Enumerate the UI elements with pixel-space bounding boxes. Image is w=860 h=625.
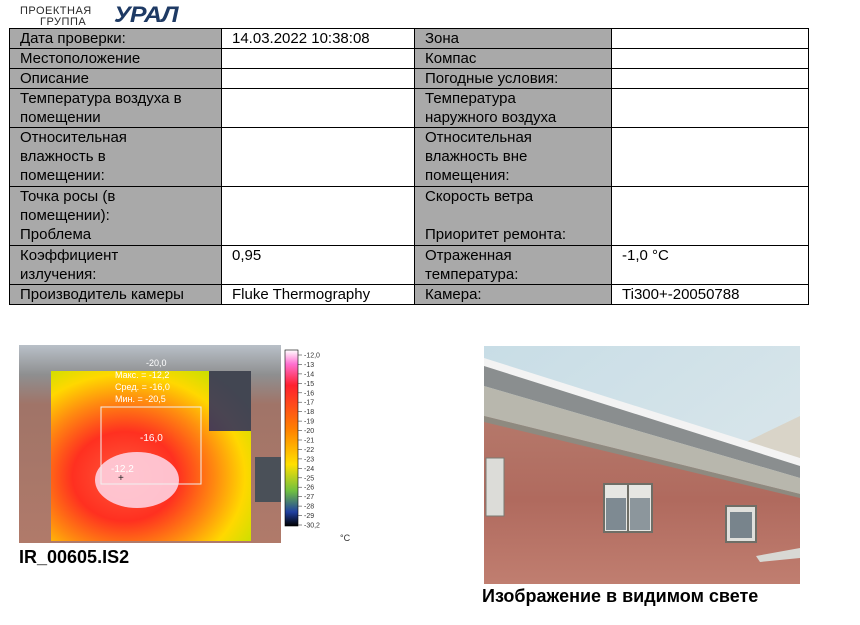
table-row — [10, 187, 809, 246]
dewpoint-label-line: Точка росы (в — [20, 188, 116, 205]
scale-tick-label: -25 — [304, 475, 315, 483]
camera-value: Ti300+-20050788 — [612, 285, 809, 305]
indoor-humidity-value — [222, 128, 415, 187]
scale-tick-label: -26 — [304, 484, 315, 492]
table-row — [10, 285, 809, 305]
window-edge — [255, 457, 281, 502]
table-row — [10, 69, 809, 89]
ir-reading: Сред. = -16,0 — [115, 382, 170, 392]
window-glass — [606, 498, 626, 530]
outdoor-humidity-label-line: Относительная — [425, 129, 532, 146]
camera-maker-value: Fluke Thermography — [222, 285, 415, 305]
window-glass — [730, 512, 752, 538]
center-reading: -16,0 — [140, 433, 163, 444]
dewpoint-label — [10, 187, 222, 246]
scale-tick-label: -12,0 — [304, 352, 320, 360]
date-value: 14.03.2022 10:38:08 — [222, 29, 415, 49]
scale-tick-label: -30,2 — [304, 522, 320, 530]
emissivity-label-line: излучения: — [20, 266, 97, 283]
description-value — [222, 69, 415, 89]
scale-tick-label: -21 — [304, 437, 315, 445]
weather-label: Погодные условия: — [415, 69, 612, 89]
table-row — [10, 246, 809, 285]
indoor-humidity-label-line: влажность в — [20, 148, 106, 165]
ir-reading: Макс. = -12,2 — [115, 370, 170, 380]
outdoor-humidity-label — [415, 128, 612, 187]
table-row — [10, 49, 809, 69]
wind-label: Скорость ветра — [425, 188, 534, 205]
scale-ticks — [298, 353, 320, 530]
thermal-image — [19, 345, 409, 545]
indoor-temp-label-line: помещении — [20, 109, 101, 126]
window-glass — [630, 498, 650, 530]
logo-wordmark: УРАЛ — [114, 2, 178, 28]
hot-spot — [95, 452, 179, 508]
outdoor-temp-label-line: Температура — [425, 90, 516, 107]
color-scale-bar — [285, 350, 298, 526]
scale-tick-label: -16 — [304, 390, 315, 398]
emissivity-value: 0,95 — [222, 246, 415, 285]
scale-tick-label: -27 — [304, 494, 315, 502]
compass-label: Компас — [415, 49, 612, 69]
reflected-value: -1,0 °C — [612, 246, 809, 285]
location-label: Местоположение — [10, 49, 222, 69]
compass-value — [612, 49, 809, 69]
scale-tick-label: -24 — [304, 465, 315, 473]
scale-tick-label: -14 — [304, 371, 315, 379]
outdoor-humidity-label-line: помещения: — [425, 167, 510, 184]
scale-tick-label: -18 — [304, 409, 315, 417]
weather-value — [612, 69, 809, 89]
camera-label: Камера: — [415, 285, 612, 305]
cold-zone — [209, 371, 251, 431]
indoor-temp-value — [222, 89, 415, 128]
logo-line1: ПРОЕКТНАЯ — [20, 5, 92, 17]
logo-line2: ГРУППА — [40, 16, 87, 28]
outdoor-temp-label-line: наружного воздуха — [425, 109, 557, 126]
scale-tick-label: -28 — [304, 503, 315, 511]
table-row — [10, 29, 809, 49]
visible-light-photo — [484, 346, 800, 584]
dewpoint-label-line: помещении): — [20, 207, 110, 224]
wind-priority-label — [415, 187, 612, 246]
table-row — [10, 89, 809, 128]
scale-tick-label: -22 — [304, 446, 315, 454]
hotspot-reading: -12,2 — [111, 464, 134, 475]
dewpoint-value — [222, 187, 415, 246]
reflected-label-line: температура: — [425, 266, 519, 283]
indoor-temp-label — [10, 89, 222, 128]
wind-priority-value — [612, 187, 809, 246]
visible-photo-svg — [484, 346, 800, 584]
indoor-humidity-label-line: Относительная — [20, 129, 127, 146]
indoor-humidity-label — [10, 128, 222, 187]
outdoor-temp-label — [415, 89, 612, 128]
scale-tick-label: -23 — [304, 456, 315, 464]
spacer — [425, 206, 601, 225]
emissivity-label — [10, 246, 222, 285]
scale-tick-label: -20 — [304, 428, 315, 436]
ir-reading: Мин. = -20,5 — [115, 394, 166, 404]
location-value — [222, 49, 415, 69]
inspection-table — [9, 28, 809, 305]
indoor-humidity-label-line: помещении: — [20, 167, 105, 184]
ir-reading: -20,0 — [146, 358, 167, 368]
visible-caption: Изображение в видимом свете — [482, 586, 759, 606]
company-logo — [20, 4, 220, 28]
outdoor-temp-value — [612, 89, 809, 128]
table-row — [10, 128, 809, 187]
camera-maker-label: Производитель камеры — [10, 285, 222, 305]
scale-tick-label: -13 — [304, 361, 315, 369]
window-left — [486, 458, 504, 516]
scale-tick-label: -15 — [304, 380, 315, 388]
description-label: Описание — [10, 69, 222, 89]
outdoor-humidity-label-line: влажность вне — [425, 148, 528, 165]
emissivity-label-line: Коэффициент — [20, 247, 119, 264]
scale-tick-label: -17 — [304, 399, 315, 407]
thermal-image-svg — [19, 345, 409, 545]
reflected-label — [415, 246, 612, 285]
zone-value — [612, 29, 809, 49]
date-label: Дата проверки: — [10, 29, 222, 49]
outdoor-humidity-value — [612, 128, 809, 187]
ir-caption: IR_00605.IS2 — [19, 547, 130, 567]
dewpoint-label-line: Проблема — [20, 226, 92, 243]
scale-unit: °C — [340, 533, 351, 543]
zone-label: Зона — [415, 29, 612, 49]
scale-tick-label: -29 — [304, 513, 315, 521]
reflected-label-line: Отраженная — [425, 247, 512, 264]
priority-label: Приоритет ремонта: — [425, 226, 566, 243]
crosshair-icon: + — [118, 473, 124, 484]
scale-tick-label: -19 — [304, 418, 315, 426]
indoor-temp-label-line: Температура воздуха в — [20, 90, 182, 107]
